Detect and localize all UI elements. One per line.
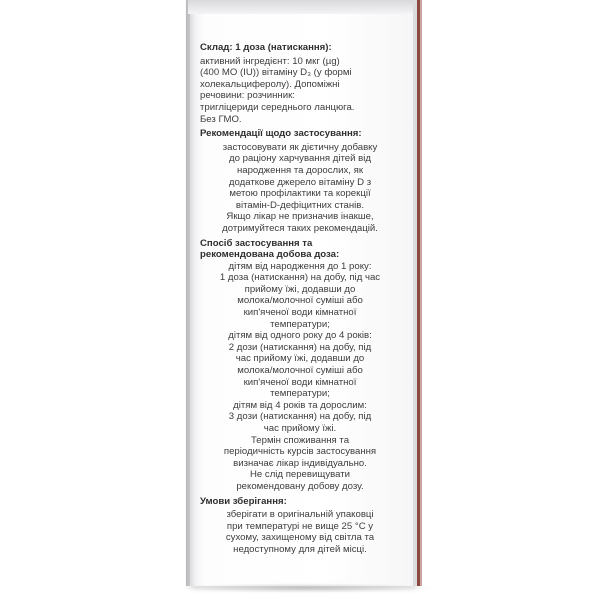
usage-line: дітям від народження до 1 року:: [228, 260, 372, 272]
recommendations-line: до раціону харчування дітей від: [229, 153, 371, 165]
recommendations-line: Якщо лікар не призначив інакше,: [226, 211, 374, 223]
storage-line: сухому, захищеному від світла та: [225, 532, 375, 544]
usage-title-line-1: Спосіб застосування та: [200, 237, 313, 249]
recommendations-line: застосовувати як дієтичну добавку: [222, 141, 378, 153]
recommendations-line: додаткове джерело вітаміну D з: [228, 176, 372, 188]
usage-line: 3 дози (натискання) на добу, під: [228, 411, 372, 423]
composition-line: (400 МО (IU)) вітаміну D₃ (у формі: [200, 67, 352, 79]
usage-line: молока/молочної суміші або: [237, 365, 363, 377]
composition-body: [200, 56, 400, 126]
usage-line: Не слід перевищувати: [249, 469, 351, 481]
usage-line: прийому їжі, додавши до: [244, 283, 356, 295]
box-brown-edge-highlight: [420, 0, 422, 586]
composition-line: активний інгредієнт: 10 мкг (µg): [200, 55, 340, 67]
composition-line: тригліцериди середнього ланцюга.: [200, 101, 355, 113]
usage-line: температури;: [270, 388, 330, 400]
composition-title: Склад: 1 доза (натискання):: [200, 42, 332, 53]
usage-line: 1 доза (натискання) на добу, під час: [219, 272, 381, 284]
usage-line: кип'яченої води кімнатної: [243, 307, 357, 319]
usage-line: час прийому їжі, додавши до: [235, 353, 365, 365]
storage-line: зберігати в оригінальній упаковці: [226, 509, 374, 521]
usage-line: визначає лікар індивідуально.: [233, 457, 367, 469]
usage-line: температури;: [270, 318, 330, 330]
composition-line: речовини: розчинник:: [200, 90, 295, 102]
storage-line: недоступному для дітей місці.: [233, 543, 367, 555]
usage-line: час прийому їжі.: [263, 423, 337, 434]
usage-line: періодичність курсів застосування: [223, 446, 377, 458]
recommendations-line: вітамін-D-дефіцитних станів.: [235, 199, 365, 211]
recommendations-line: дотримуйтеся таких рекомендацій.: [222, 222, 378, 234]
usage-line: кип'яченої води кімнатної: [243, 376, 357, 388]
recommendations-title: Рекомендації щодо застосування:: [200, 128, 362, 140]
usage-line: рекомендовану добову дозу.: [236, 480, 364, 492]
storage-body: [200, 509, 400, 555]
box-top-edge: [188, 0, 418, 14]
storage-line: при температурі не вище 25 °С у: [226, 520, 374, 532]
box-floor-shadow: [175, 583, 435, 593]
usage-title-line-2: рекомендована добова доза:: [200, 249, 340, 261]
usage-line: Термін споживання та: [250, 434, 350, 446]
usage-line: молока/молочної суміші або: [237, 295, 363, 307]
storage-title: Умови зберігання:: [200, 495, 287, 507]
recommendations-body: [200, 142, 400, 235]
recommendations-line: метою профілактики та корекції: [229, 188, 371, 200]
composition-line: Без ГМО.: [200, 113, 242, 125]
composition-line: холекальциферолу). Допоміжні: [200, 78, 340, 90]
usage-title: [200, 238, 400, 261]
recommendations-line: народження та дорослих, як: [236, 164, 364, 176]
package-label-text: [200, 42, 400, 556]
usage-line: 2 дози (натискання) на добу, під: [228, 341, 372, 353]
usage-body: [200, 261, 400, 493]
usage-line: дітям від одного року до 4 років:: [228, 330, 372, 342]
usage-line: дітям від 4 років та дорослим:: [233, 399, 367, 411]
